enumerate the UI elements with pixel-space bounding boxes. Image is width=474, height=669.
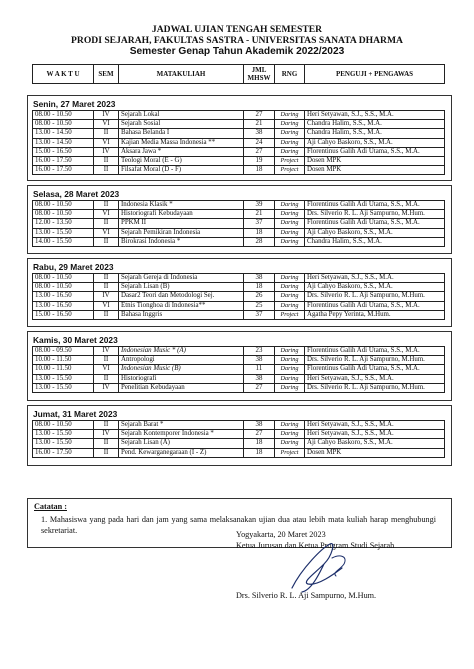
cell-matakuliah: Antropologi <box>119 356 244 365</box>
cell-rng: Daring <box>275 383 305 392</box>
cell-matakuliah: Sejarah Kontemporer Indonesia * <box>119 430 244 439</box>
col-rng: RNG <box>275 65 305 84</box>
cell-jml-mhsw: 23 <box>244 347 275 356</box>
cell-rng: Daring <box>275 219 305 228</box>
cell-waktu: 13.00 - 16.50 <box>33 301 94 310</box>
col-waktu: W A K T U <box>33 65 94 84</box>
cell-rng: Daring <box>275 347 305 356</box>
cell-sem: II <box>94 421 119 430</box>
cell-rng: Daring <box>275 201 305 210</box>
cell-jml-mhsw: 25 <box>244 301 275 310</box>
cell-matakuliah: Indonesian Music * (A) <box>119 347 244 356</box>
day-title: Kamis, 30 Maret 2023 <box>33 335 118 345</box>
cell-penguji: Aji Cahyo Baskoro, S.S., M.A. <box>305 439 445 448</box>
cell-rng: Daring <box>275 147 305 156</box>
cell-penguji: Drs. Silverio R. L. Aji Sampurno, M.Hum. <box>305 356 445 365</box>
column-header-table <box>32 64 445 84</box>
cell-rng: Daring <box>275 120 305 129</box>
col-jml-mhsw: JML MHSW <box>244 65 275 84</box>
cell-waktu: 13.00 - 14.50 <box>33 129 94 138</box>
cell-waktu: 08.00 - 10.50 <box>33 421 94 430</box>
cell-penguji: Agatha Pepy Yerinta, M.Hum. <box>305 310 445 319</box>
cell-matakuliah: Etnis Tionghoa di Indonesia** <box>119 301 244 310</box>
cell-penguji: Florentinus Galih Adi Utama, S.S., M.A. <box>305 301 445 310</box>
cell-rng: Project <box>275 166 305 175</box>
cell-sem: II <box>94 237 119 246</box>
cell-waktu: 08.00 - 10.50 <box>33 120 94 129</box>
cell-matakuliah: Sejarah Lisan (B) <box>119 283 244 292</box>
cell-sem: II <box>94 129 119 138</box>
cell-penguji: Chandra Halim, S.S., M.A. <box>305 120 445 129</box>
cell-sem: IV <box>94 347 119 356</box>
cell-waktu: 13.00 - 16.50 <box>33 292 94 301</box>
table-row <box>33 374 445 383</box>
cell-jml-mhsw: 26 <box>244 292 275 301</box>
cell-matakuliah: Teologi Moral (E - G) <box>119 156 244 165</box>
cell-penguji: Florentinus Galih Adi Utama, S.S., M.A. <box>305 365 445 374</box>
cell-jml-mhsw: 18 <box>244 228 275 237</box>
cell-waktu: 15.00 - 16.50 <box>33 147 94 156</box>
cell-sem: IV <box>94 111 119 120</box>
cell-sem: IV <box>94 292 119 301</box>
title-line-1: JADWAL UJIAN TENGAH SEMESTER <box>151 24 323 35</box>
cell-jml-mhsw: 27 <box>244 383 275 392</box>
cell-jml-mhsw: 27 <box>244 147 275 156</box>
table-row <box>33 228 445 237</box>
table-row <box>33 219 445 228</box>
cell-jml-mhsw: 18 <box>244 448 275 457</box>
cell-matakuliah: Sejarah Lisan (A) <box>119 439 244 448</box>
table-row <box>33 356 445 365</box>
cell-rng: Daring <box>275 283 305 292</box>
cell-waktu: 08.00 - 10.50 <box>33 111 94 120</box>
cell-penguji: Heri Setyawan, S.J., S.S., M.A. <box>305 374 445 383</box>
cell-rng: Daring <box>275 237 305 246</box>
cell-rng: Daring <box>275 374 305 383</box>
cell-rng: Daring <box>275 365 305 374</box>
col-sem: SEM <box>94 65 119 84</box>
table-row <box>33 111 445 120</box>
table-row <box>33 439 445 448</box>
cell-waktu: 13.00 - 15.50 <box>33 228 94 237</box>
cell-matakuliah: Penelitian Kebudayaan <box>119 383 244 392</box>
cell-matakuliah: Sejarah Gereja di Indonesia <box>119 274 244 283</box>
cell-waktu: 08.00 - 10.50 <box>33 283 94 292</box>
signature-place-date: Yogyakarta, 20 Maret 2023 <box>236 530 326 539</box>
notes-item: 1. Mahasiswa yang pada hari dan jam yang sama melaksanakan ujian dua atau lebih mata kuliah harap menghubungi sekretariat. <box>41 515 436 535</box>
cell-sem: II <box>94 166 119 175</box>
handwritten-signature <box>262 538 382 594</box>
cell-jml-mhsw: 19 <box>244 156 275 165</box>
cell-matakuliah: Indonesia Klasik * <box>119 201 244 210</box>
table-row <box>33 274 445 283</box>
day-title: Senin, 27 Maret 2023 <box>33 99 116 109</box>
cell-jml-mhsw: 37 <box>244 219 275 228</box>
signature-role: Ketua Jurusan dan Ketua Program Studi Sejarah <box>236 541 395 550</box>
day-title: Jumat, 31 Maret 2023 <box>33 409 118 419</box>
table-row <box>33 166 445 175</box>
table-row <box>33 310 445 319</box>
cell-rng: Daring <box>275 228 305 237</box>
cell-jml-mhsw: 38 <box>244 129 275 138</box>
cell-sem: IV <box>94 383 119 392</box>
cell-jml-mhsw: 27 <box>244 430 275 439</box>
table-row <box>33 421 445 430</box>
cell-matakuliah: Pend. Kewarganegaraan (I - Z) <box>119 448 244 457</box>
table-row <box>33 365 445 374</box>
cell-rng: Project <box>275 310 305 319</box>
cell-waktu: 16.00 - 17.50 <box>33 156 94 165</box>
cell-waktu: 15.00 - 16.50 <box>33 310 94 319</box>
table-row <box>33 156 445 165</box>
table-row <box>33 129 445 138</box>
cell-penguji: Heri Setyawan, S.J., S.S., M.A. <box>305 430 445 439</box>
table-row <box>33 210 445 219</box>
schedule-table-thursday <box>32 346 445 393</box>
cell-sem: VI <box>94 210 119 219</box>
cell-penguji: Heri Setyawan, S.J., S.S., M.A. <box>305 111 445 120</box>
cell-jml-mhsw: 39 <box>244 201 275 210</box>
schedule-table-friday <box>32 420 445 458</box>
col-matakuliah: MATAKULIAH <box>119 65 244 84</box>
cell-rng: Daring <box>275 210 305 219</box>
cell-sem: II <box>94 448 119 457</box>
cell-matakuliah: Sejarah Barat * <box>119 421 244 430</box>
cell-penguji: Aji Cahyo Baskoro, S.S., M.A. <box>305 283 445 292</box>
cell-matakuliah: Bahasa Inggris <box>119 310 244 319</box>
cell-waktu: 08.00 - 10.50 <box>33 274 94 283</box>
cell-waktu: 16.00 - 17.50 <box>33 448 94 457</box>
table-row <box>33 237 445 246</box>
table-row <box>33 283 445 292</box>
table-row <box>33 292 445 301</box>
cell-rng: Daring <box>275 274 305 283</box>
cell-sem: II <box>94 201 119 210</box>
cell-jml-mhsw: 18 <box>244 283 275 292</box>
cell-matakuliah: Kajian Media Massa Indonesia ** <box>119 138 244 147</box>
cell-sem: II <box>94 274 119 283</box>
cell-jml-mhsw: 38 <box>244 356 275 365</box>
cell-sem: II <box>94 283 119 292</box>
cell-penguji: Drs. Silverio R. L. Aji Sampurno, M.Hum. <box>305 292 445 301</box>
cell-matakuliah: Dasar2 Teori dan Metodologi Sej. <box>119 292 244 301</box>
cell-sem: II <box>94 439 119 448</box>
cell-waktu: 10.00 - 11.50 <box>33 365 94 374</box>
cell-rng: Project <box>275 448 305 457</box>
cell-waktu: 14.00 - 15.50 <box>33 237 94 246</box>
cell-matakuliah: Historiografi <box>119 374 244 383</box>
cell-jml-mhsw: 38 <box>244 374 275 383</box>
cell-rng: Daring <box>275 430 305 439</box>
cell-rng: Daring <box>275 292 305 301</box>
cell-rng: Daring <box>275 129 305 138</box>
schedule-table-tuesday <box>32 200 445 247</box>
cell-sem: VI <box>94 301 119 310</box>
cell-matakuliah: Sejarah Pemikiran Indonesia <box>119 228 244 237</box>
table-row <box>33 138 445 147</box>
cell-penguji: Dosen MPK <box>305 166 445 175</box>
cell-waktu: 13.00 - 15.50 <box>33 383 94 392</box>
cell-matakuliah: Sejarah Sosial <box>119 120 244 129</box>
cell-sem: II <box>94 219 119 228</box>
cell-waktu: 12.00 - 13.50 <box>33 219 94 228</box>
cell-rng: Daring <box>275 356 305 365</box>
cell-penguji: Drs. Silverio R. L. Aji Sampurno, M.Hum. <box>305 210 445 219</box>
day-title: Rabu, 29 Maret 2023 <box>33 262 114 272</box>
cell-jml-mhsw: 38 <box>244 421 275 430</box>
cell-penguji: Dosen MPK <box>305 448 445 457</box>
cell-sem: VI <box>94 365 119 374</box>
schedule-table-wednesday <box>32 273 445 320</box>
cell-sem: II <box>94 374 119 383</box>
cell-jml-mhsw: 21 <box>244 120 275 129</box>
cell-waktu: 08.00 - 10.50 <box>33 201 94 210</box>
table-row <box>33 147 445 156</box>
cell-jml-mhsw: 21 <box>244 210 275 219</box>
cell-rng: Project <box>275 156 305 165</box>
cell-matakuliah: Historiografi Kebudayaan <box>119 210 244 219</box>
cell-jml-mhsw: 24 <box>244 138 275 147</box>
cell-penguji: Florentinus Galih Adi Utama, S.S., M.A. <box>305 347 445 356</box>
cell-sem: IV <box>94 430 119 439</box>
cell-penguji: Aji Cahyo Baskoro, S.S., M.A. <box>305 138 445 147</box>
cell-rng: Daring <box>275 421 305 430</box>
cell-penguji: Chandra Halim, S.S., M.A. <box>305 129 445 138</box>
cell-matakuliah: Sejarah Lokal <box>119 111 244 120</box>
cell-penguji: Heri Setyawan, S.J., S.S., M.A. <box>305 421 445 430</box>
cell-waktu: 13.00 - 15.50 <box>33 430 94 439</box>
cell-penguji: Heri Setyawan, S.J., S.S., M.A. <box>305 274 445 283</box>
cell-waktu: 08.00 - 10.50 <box>33 210 94 219</box>
cell-penguji: Florentinus Galih Adi Utama, S.S., M.A. <box>305 219 445 228</box>
cell-jml-mhsw: 27 <box>244 111 275 120</box>
table-row <box>33 383 445 392</box>
cell-jml-mhsw: 28 <box>244 237 275 246</box>
title-line-3: Semester Genap Tahun Akademik 2022/2023 <box>129 46 345 57</box>
cell-penguji: Florentinus Galih Adi Utama, S.S., M.A. <box>305 201 445 210</box>
cell-matakuliah: Bahasa Belanda I <box>119 129 244 138</box>
cell-matakuliah: Aksara Jawa * <box>119 147 244 156</box>
signature-name: Drs. Silverio R. L. Aji Sampurno, M.Hum. <box>236 591 377 600</box>
cell-jml-mhsw: 37 <box>244 310 275 319</box>
cell-sem: II <box>94 356 119 365</box>
cell-sem: II <box>94 156 119 165</box>
table-row <box>33 347 445 356</box>
cell-waktu: 16.00 - 17.50 <box>33 166 94 175</box>
cell-rng: Daring <box>275 439 305 448</box>
table-row <box>33 448 445 457</box>
cell-waktu: 08.00 - 09.50 <box>33 347 94 356</box>
cell-jml-mhsw: 18 <box>244 439 275 448</box>
cell-sem: VI <box>94 120 119 129</box>
cell-rng: Daring <box>275 111 305 120</box>
cell-penguji: Chandra Halim, S.S., M.A. <box>305 237 445 246</box>
title-line-2: PRODI SEJARAH, FAKULTAS SASTRA - UNIVERSITAS SANATA DHARMA <box>71 35 403 46</box>
cell-matakuliah: Filsafat Moral (D - F) <box>119 166 244 175</box>
table-row <box>33 301 445 310</box>
cell-penguji: Dosen MPK <box>305 156 445 165</box>
cell-rng: Daring <box>275 138 305 147</box>
cell-waktu: 10.00 - 11.50 <box>33 356 94 365</box>
cell-sem: VI <box>94 228 119 237</box>
table-row <box>33 430 445 439</box>
cell-sem: II <box>94 310 119 319</box>
cell-matakuliah: Indonesian Music (B) <box>119 365 244 374</box>
table-row <box>33 201 445 210</box>
col-penguji: PENGUJI + PENGAWAS <box>305 65 445 84</box>
day-title: Selasa, 28 Maret 2023 <box>33 189 120 199</box>
cell-sem: VI <box>94 138 119 147</box>
notes-title: Catatan : <box>34 502 67 511</box>
cell-rng: Daring <box>275 301 305 310</box>
cell-jml-mhsw: 11 <box>244 365 275 374</box>
cell-penguji: Aji Cahyo Baskoro, S.S., M.A. <box>305 228 445 237</box>
cell-waktu: 13.00 - 15.50 <box>33 374 94 383</box>
cell-matakuliah: Birokrasi Indonesia * <box>119 237 244 246</box>
cell-jml-mhsw: 38 <box>244 274 275 283</box>
schedule-table-monday <box>32 110 445 175</box>
cell-sem: IV <box>94 147 119 156</box>
cell-penguji: Florentinus Galih Adi Utama, S.S., M.A. <box>305 147 445 156</box>
table-row <box>33 120 445 129</box>
cell-jml-mhsw: 18 <box>244 166 275 175</box>
cell-waktu: 13.00 - 14.50 <box>33 138 94 147</box>
cell-matakuliah: PPKM II <box>119 219 244 228</box>
cell-waktu: 13.00 - 15.50 <box>33 439 94 448</box>
cell-penguji: Drs. Silverio R. L. Aji Sampurno, M.Hum. <box>305 383 445 392</box>
